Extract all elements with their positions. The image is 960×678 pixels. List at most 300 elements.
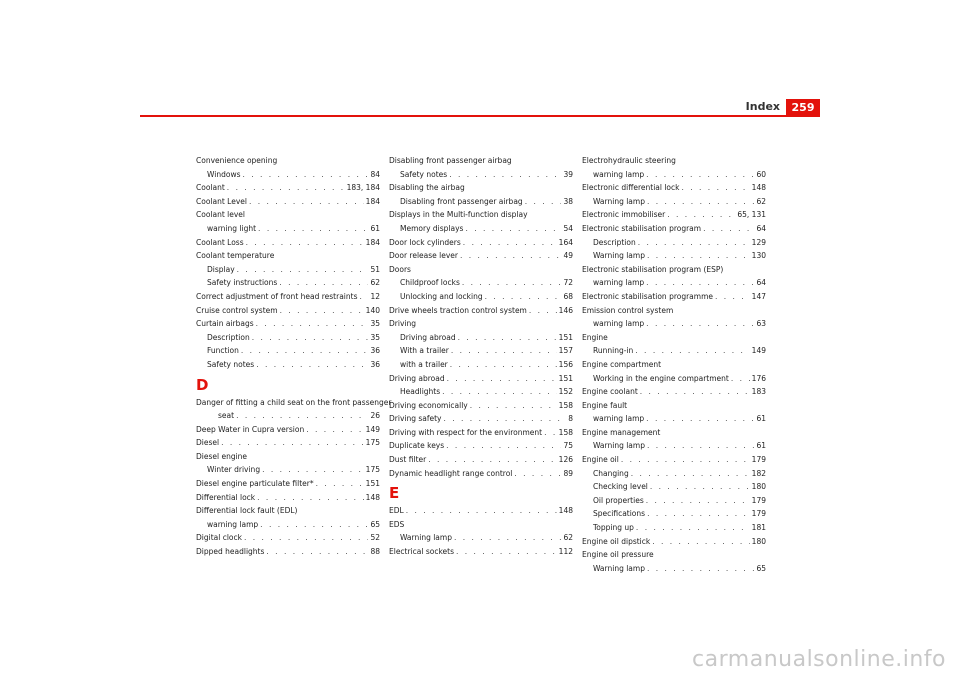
index-entry [582,358,766,372]
index-entry-text: Engine [582,332,608,342]
index-entry [196,317,380,331]
index-entry-text: Convenience opening [196,156,278,165]
index-entry-text: Description [207,332,250,342]
index-entry [389,545,573,559]
index-page-reference: 180 [751,482,766,492]
dot-leader [647,562,754,576]
index-entry-text: Engine oil pressure [582,550,654,560]
index-page-reference: 12 [370,291,380,301]
index-page-reference: 175 [365,438,380,448]
index-page-reference: 35 [370,319,380,329]
dot-leader [442,385,557,399]
index-entry [582,290,766,304]
index-entry-text: Windows [207,169,241,179]
index-entry-text: Safety notes [207,359,255,369]
index-entry-text: Emission control system [582,305,674,315]
index-page-reference: 148 [365,492,380,502]
dot-leader [360,290,369,304]
index-page-reference: 52 [370,533,380,543]
dot-leader [458,331,557,345]
index-entry-text: Dynamic headlight range control [389,468,513,478]
index-entry [389,236,573,250]
index-subentry [582,521,766,535]
index-page-reference: 151 [365,479,380,489]
index-page-reference: 63 [756,319,766,329]
index-column-2 [389,154,573,559]
index-entry-text: Function [207,346,239,356]
index-subentry [389,358,573,372]
index-subentry [389,222,573,236]
index-entry-text: Doors [389,264,411,274]
index-entry [196,236,380,250]
dot-leader [640,385,750,399]
index-entry [196,396,392,410]
index-entry-text: warning lamp [593,169,645,179]
index-subentry [389,290,573,304]
index-page-reference: 72 [563,278,573,288]
index-page-reference: 146 [558,305,573,315]
index-entry-text: Differential lock fault (EDL) [196,506,298,516]
dot-leader [260,518,368,532]
index-subentry [582,467,766,481]
index-entry-text: warning lamp [593,319,645,329]
index-subentry [196,276,380,290]
index-entry-text: Electronic stabilisation program (ESP) [582,264,724,274]
index-page-reference: 64 [756,278,766,288]
index-page-reference: 65 [756,563,766,573]
index-entry-text: with a trailer [400,359,448,369]
index-entry [389,439,573,453]
index-page-reference: 183, 184 [346,183,380,193]
index-entry-text: Coolant level [196,210,246,220]
index-page-reference: 151 [558,332,573,342]
dot-leader [646,317,754,331]
index-page-reference: 184 [365,196,380,206]
index-page-reference: 88 [370,547,380,557]
index-entry [582,385,766,399]
dot-leader [241,344,369,358]
index-entry-text: Electrohydraulic steering [582,156,676,165]
dot-leader [465,222,561,236]
dot-leader [242,168,368,182]
index-entry [196,304,380,318]
index-entry [389,208,573,222]
index-entry-text: Disabling the airbag [389,183,465,193]
index-page-reference: 179 [751,495,766,505]
index-entry-text: Dipped headlights [196,547,265,557]
index-entry-text: Coolant temperature [196,251,275,261]
index-subentry [582,236,766,250]
index-entry-text: Digital clock [196,533,242,543]
index-entry-text: Working in the engine compartment [593,373,729,383]
index-entry-text: warning lamp [207,519,259,529]
index-subentry [582,249,766,263]
index-entry [196,290,380,304]
index-entry-text: Electronic immobiliser [582,210,666,220]
index-page-reference: 35 [370,332,380,342]
index-entry-text: Engine coolant [582,387,638,397]
header-rule [140,115,820,117]
index-page-reference: 60 [756,169,766,179]
dot-leader [306,423,363,437]
index-entry-text: Coolant Level [196,196,247,206]
dot-leader [252,331,369,345]
dot-leader [621,453,750,467]
index-entry [196,423,380,437]
index-entry-text: Correct adjustment of front head restraints [196,291,358,301]
index-page-reference: 65, 131 [737,210,766,220]
index-subentry [196,358,380,372]
index-entry-text: Driving abroad [400,332,456,342]
page-title: Index [745,100,780,113]
dot-leader [544,426,557,440]
index-entry-text: Cruise control system [196,305,278,315]
index-entry [582,426,766,440]
dot-leader [221,436,364,450]
index-entry [196,249,380,263]
index-page-reference: 158 [558,427,573,437]
index-entry-text: Danger of fitting a child seat on the front passenger [196,397,392,407]
index-page-reference: 179 [751,455,766,465]
index-subentry [196,344,380,358]
index-subentry [582,562,766,576]
index-subentry [389,168,573,182]
index-entry [389,467,573,481]
index-page-reference: 54 [563,223,573,233]
index-entry-text: Curtain airbags [196,319,254,329]
dot-leader [460,249,561,263]
index-subentry [582,494,766,508]
index-page-reference: 158 [558,400,573,410]
dot-leader [646,276,754,290]
index-page-reference: 149 [365,424,380,434]
index-entry [196,208,380,222]
index-entry-text: seat [218,411,235,421]
index-entry-text: EDL [389,506,404,516]
index-page-reference: 157 [558,346,573,356]
index-entry-text: Electrical sockets [389,547,455,557]
index-entry [389,453,573,467]
dot-leader [279,276,368,290]
index-page-reference: 39 [563,169,573,179]
index-page-reference: 130 [751,251,766,261]
index-entry [389,263,573,277]
dot-leader [280,304,364,318]
index-subentry [582,480,766,494]
dot-leader [525,195,562,209]
dot-leader [514,467,561,481]
index-entry [389,504,573,518]
index-subentry [196,263,380,277]
index-entry [196,545,380,559]
dot-leader [731,372,750,386]
dot-leader [256,358,368,372]
index-subentry [389,344,573,358]
index-entry-text: EDS [389,519,405,529]
index-page-reference: 61 [756,414,766,424]
index-subentry [196,222,380,236]
index-entry-text: Coolant [196,183,225,193]
index-page-reference: 176 [751,373,766,383]
index-entry [582,154,766,168]
index-entry [196,195,380,209]
dot-leader [652,535,749,549]
index-entry-text: Driving abroad [389,373,445,383]
index-page-reference: 184 [365,237,380,247]
dot-leader [246,236,364,250]
dot-leader [244,531,368,545]
index-entry [196,154,380,168]
index-subentry [389,276,573,290]
index-entry [389,399,573,413]
index-subentry [196,409,380,423]
dot-leader [485,290,562,304]
index-entry-text: Memory displays [400,223,464,233]
index-column-1 [196,154,392,559]
index-entry [582,263,766,277]
index-entry-text: Running-in [593,346,634,356]
index-page-reference: 151 [558,373,573,383]
index-entry [582,304,766,318]
index-entry-text: Diesel engine particulate filter* [196,479,314,489]
index-entry-text: Topping up [593,523,634,533]
index-entry-text: Safety notes [400,169,448,179]
index-subentry [389,385,573,399]
index-page-reference: 179 [751,509,766,519]
index-letter-heading: D [196,375,209,394]
index-page-reference: 140 [365,305,380,315]
index-entry [196,436,380,450]
index-page-reference: 61 [370,223,380,233]
index-subentry [389,531,573,545]
dot-leader [636,521,750,535]
index-entry [196,450,380,464]
dot-leader [450,358,557,372]
index-entry [582,331,766,345]
index-page-reference: 62 [756,196,766,206]
index-subentry [582,507,766,521]
index-page-reference: 164 [558,237,573,247]
index-entry-text: Engine compartment [582,359,662,369]
index-subentry [582,439,766,453]
index-entry-text: Safety instructions [207,278,278,288]
index-page-reference: 89 [563,468,573,478]
index-entry [196,477,380,491]
index-entry-text: Specifications [593,509,646,519]
index-subentry [582,168,766,182]
index-page-reference: 147 [751,291,766,301]
index-subentry [582,276,766,290]
index-entry [389,317,573,331]
index-entry-text: Electronic stabilisation programme [582,291,713,301]
dot-leader [703,222,754,236]
index-letter-heading: E [389,484,400,503]
index-page-reference: 68 [563,291,573,301]
dot-leader [454,531,561,545]
index-entry [582,181,766,195]
index-entry [389,518,573,532]
index-page-reference: 180 [751,536,766,546]
index-entry-text: Dust filter [389,455,427,465]
index-entry-text: Warning lamp [400,533,452,543]
dot-leader [456,545,557,559]
index-subentry [196,168,380,182]
index-entry [389,154,573,168]
index-entry [389,181,573,195]
index-entry-text: Description [593,237,636,247]
index-page-reference: 148 [558,506,573,516]
index-page-reference: 61 [756,441,766,451]
dot-leader [428,453,556,467]
index-entry [582,208,766,222]
index-entry [389,372,573,386]
index-entry-text: Drive wheels traction control system [389,305,527,315]
index-page-reference: 62 [370,278,380,288]
index-entry-text: Engine oil [582,455,619,465]
index-column-3 [582,154,766,575]
dot-leader [715,290,750,304]
index-entry [196,504,380,518]
index-entry-text: Display [207,264,235,274]
index-entry-text: Door release lever [389,251,458,261]
index-page-reference: 38 [563,196,573,206]
index-entry-text: Differential lock [196,492,256,502]
dot-leader [262,463,364,477]
index-entry-text: Driving safety [389,414,442,424]
index-page-reference: 36 [370,359,380,369]
index-subentry [582,317,766,331]
index-page-reference: 64 [756,223,766,233]
index-subentry [582,344,766,358]
dot-leader [444,412,567,426]
dot-leader [646,168,754,182]
index-entry-text: Engine management [582,427,661,437]
index-page-reference: 51 [370,264,380,274]
index-page-reference: 156 [558,359,573,369]
dot-leader [462,276,562,290]
dot-leader [638,236,750,250]
index-entry [582,222,766,236]
index-entry-text: With a trailer [400,346,449,356]
index-entry-text: Driving [389,319,416,329]
index-entry-text: Warning lamp [593,563,645,573]
index-entry-text: Engine fault [582,400,628,410]
dot-leader [463,236,557,250]
index-entry-text: Childproof locks [400,278,460,288]
dot-leader [667,208,735,222]
index-subentry [389,195,573,209]
index-entry-text: Driving economically [389,400,468,410]
index-page-reference: 175 [365,465,380,475]
index-entry-text: warning light [207,223,257,233]
dot-leader [635,344,749,358]
dot-leader [647,195,754,209]
index-entry-text: Warning lamp [593,251,645,261]
dot-leader [227,181,345,195]
index-subentry [196,518,380,532]
index-entry-text: Disabling front passenger airbag [400,196,523,206]
index-page-reference: 181 [751,523,766,533]
index-page-reference: 129 [751,237,766,247]
index-page-reference: 183 [751,387,766,397]
index-entry-text: Unlocking and locking [400,291,483,301]
index-entry-text: Duplicate keys [389,441,445,451]
index-subentry [582,195,766,209]
dot-leader [316,477,364,491]
index-entry-text: warning lamp [593,414,645,424]
index-entry [582,453,766,467]
index-page-reference: 149 [751,346,766,356]
dot-leader [447,372,557,386]
index-entry-text: Engine oil dipstick [582,536,651,546]
index-entry-text: Coolant Loss [196,237,244,247]
index-page-reference: 182 [751,468,766,478]
index-subentry [196,331,380,345]
index-entry-text: Diesel engine [196,451,248,461]
dot-leader [406,504,557,518]
index-entry-text: Checking level [593,482,648,492]
index-subentry [582,412,766,426]
index-entry [196,531,380,545]
dot-leader [647,249,750,263]
index-entry-text: Warning lamp [593,441,645,451]
index-entry-text: Disabling front passenger airbag [389,156,512,165]
index-entry [389,426,573,440]
index-page-reference: 148 [751,183,766,193]
index-entry [389,412,573,426]
index-page-reference: 26 [370,411,380,421]
dot-leader [646,494,750,508]
dot-leader [682,181,750,195]
index-entry [389,249,573,263]
index-page-reference: 49 [563,251,573,261]
index-entry-text: Oil properties [593,495,644,505]
index-entry-text: Electronic stabilisation program [582,223,702,233]
dot-leader [647,507,750,521]
dot-leader [256,317,369,331]
index-entry-text: Winter driving [207,465,261,475]
index-entry [196,491,380,505]
index-page-reference: 36 [370,346,380,356]
index-page-reference: 126 [558,455,573,465]
index-entry-text: Changing [593,468,629,478]
index-subentry [389,331,573,345]
index-page-reference: 75 [563,441,573,451]
dot-leader [449,168,561,182]
index-subentry [582,372,766,386]
dot-leader [631,467,750,481]
dot-leader [266,545,368,559]
dot-leader [646,412,754,426]
dot-leader [257,491,364,505]
dot-leader [650,480,750,494]
dot-leader [237,263,369,277]
index-entry-text: Headlights [400,387,441,397]
index-entry [582,399,766,413]
index-entry-text: Warning lamp [593,196,645,206]
dot-leader [470,399,557,413]
index-entry-text: Electronic differential lock [582,183,680,193]
dot-leader [529,304,557,318]
index-page-reference: 62 [563,533,573,543]
index-entry-text: Diesel [196,438,220,448]
index-entry-text: Driving with respect for the environment [389,427,543,437]
index-entry [582,535,766,549]
dot-leader [446,439,561,453]
index-page-reference: 84 [370,169,380,179]
index-entry-text: warning lamp [593,278,645,288]
index-entry [389,304,573,318]
